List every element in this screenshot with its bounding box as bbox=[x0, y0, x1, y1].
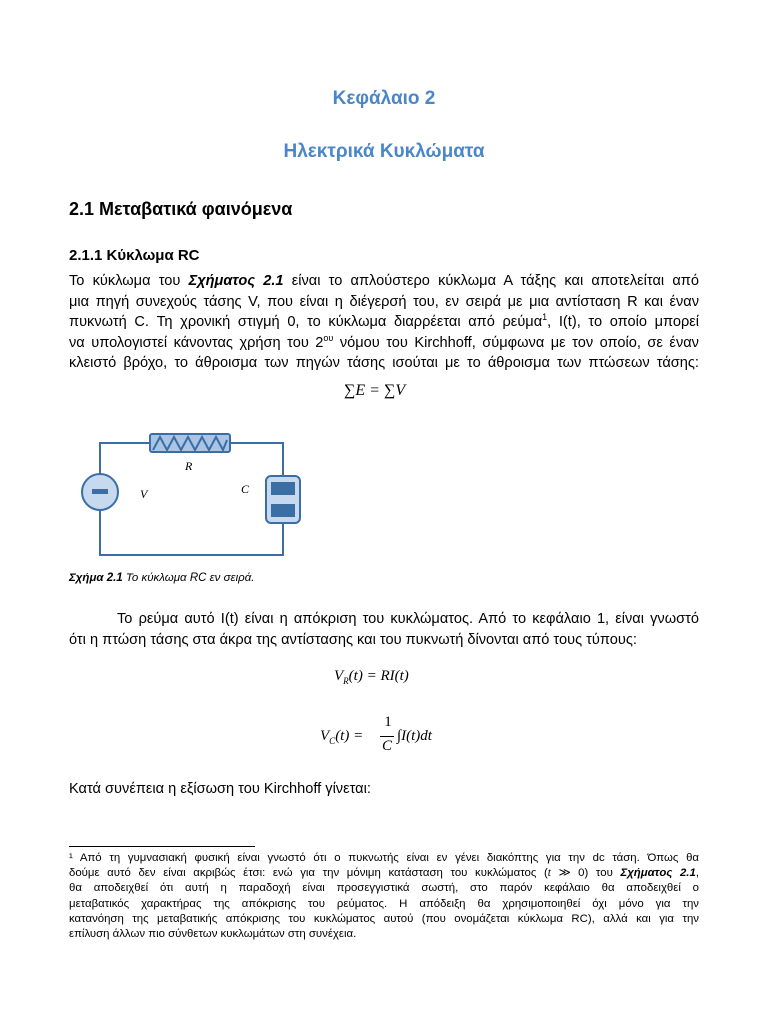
paragraph-2 bbox=[69, 609, 699, 650]
chapter-number: Κεφάλαιο 2 bbox=[332, 88, 436, 109]
para1-line: να υπολογιστεί κάνοντας χρήση του $2^{o\upsilon}$ νόμου του Kirchhoff, σύμφωνα με τον οποίο, σε έναν bbox=[69, 332, 699, 351]
para2-line: ότι η πτώση τάσης στα άκρα της αντίστασης και του πυκνωτή δίνονται από τους τύπους: bbox=[69, 631, 637, 648]
footnote-separator bbox=[69, 846, 255, 847]
section-heading: 2.1 Μεταβατικά φαινόμενα bbox=[69, 199, 293, 219]
source-label: V bbox=[140, 487, 148, 501]
equation-kirchhoff-sum: ∑E = ∑V bbox=[344, 382, 406, 399]
equation-resistor-voltage: $V_R(t) = RI(t)$ bbox=[334, 668, 409, 686]
para1-line: μια πηγή συνεχούς τάσης V, που είναι η διέγερσή του, εν σειρά με μια αντίσταση R και έναν bbox=[69, 293, 699, 310]
subsection-heading: 2.1.1 Κύκλωμα RC bbox=[69, 247, 200, 264]
resistor-icon bbox=[150, 434, 230, 452]
paragraph-1 bbox=[69, 271, 699, 374]
footnote-marker: 1 bbox=[542, 312, 548, 323]
document-page: Κεφάλαιο 2 Ηλεκτρικά Κυκλώματα 2.1 Μεταβατικά φαινόμενα 2.1.1 Κύκλωμα RC Το κύκλωμα του Σχήματος 2.1 είναι το απλούστερο κύκλωμα Α τάξης και αποτελείται από μια πηγή συνεχούς τάσης V, που είναι η διέγερσή του, εν σειρά με μια αντίσταση R και έναν πυκνωτή C. Τη χρονική στιγμή 0, το κύκλωμα διαρρέεται από ρεύμα$^1$, I(t), το οποίο μπορεί να υπολογιστεί κάνοντας χρήση του $2^{o\upsilon}$ νόμου του Kirchhoff, σύμφωνα με τον οποίο, σε έναν κλειστό βρόχο, το άθροισμα των πηγών τάσης ισούται με το άθροισμα των πτώσεων τάσης: ∑E = ∑V R C V Σχήμα 2.1 Το κύκλωμα RC εν σειρά. Το ρεύμα αυτό I(t) είναι η απόκριση του κυκλώματος. Από το κεφάλαιο 1, είναι γνωστό ότι η πτώση τάσης στα άκρα της αντίστασης και του πυκνωτή δίνονται από τους τύπους: $V_R(t) = RI(t)$ $V_C(t)$ = 1 C ∫I(t)dt Κατά συνέπεια η εξίσωση του Kirchhoff γίνεται: ¹ Από τη γυμνασιακή φυσική είναι γνωστό ότι ο πυκνωτής είναι εν γένει διακόπτης για την dc τάση. Όπως θα δούμε αυτό δεν είναι ακριβώς έτσι: ενώ για την μόνιμη κατάσταση του κυκλώματος (t ≫ 0) του Σχήματος 2.1, θα αποδειχθεί ότι αυτή η παραδοχή είναι προσεγγιστικά σωστή, στο παρόν κεφάλαιο θα αποδειχθεί ο μεταβατικός χαρακτήρας της απόκρισης του ρεύματος. Η απόδειξη θα χρησιμοποιηθεί όχι μόνο για την κατανόηση της μεταβατικής απόκρισης του κυκλώματος αυτού (που ονομάζεται κύκλωμα RC), αλλά και για την επίλυση άλλων πιο σύνθετων κυκλωμάτων στη συνέχεια. bbox=[0, 0, 768, 1024]
capacitor-label: C bbox=[241, 482, 250, 496]
footnote: ¹ Από τη γυμνασιακή φυσική είναι γνωστό ότι ο πυκνωτής είναι εν γένει διακόπτης για την dc τάση. Όπως θα δούμε αυτό δεν είναι ακριβώς έτσι: ενώ για την μόνιμη κατάσταση του κυκλώματος (t ≫ 0) του Σχήματος 2.1, θα αποδειχθεί ότι αυτή η παραδοχή είναι προσεγγιστικά σωστή, στο παρόν κεφάλαιο θα αποδειχθεί ο μεταβατικός χαρακτήρας της απόκρισης του ρεύματος. Η απόδειξη θα χρησιμοποιηθεί όχι μόνο για την κατανόηση της μεταβατικής απόκρισης του κυκλώματος αυτού (που ονομάζεται κύκλωμα RC), αλλά και για την επίλυση άλλων πιο σύνθετων κυκλωμάτων στη συνέχεια. bbox=[69, 852, 699, 941]
para1-line: κλειστό βρόχο, το άθροισμα των πηγών τάσης ισούται με το άθροισμα των πτώσεων τάσης: bbox=[69, 355, 699, 371]
rc-circuit-diagram bbox=[70, 428, 330, 578]
chapter-title: Ηλεκτρικά Κυκλώματα bbox=[283, 141, 485, 162]
figure-reference: Σχήματος 2.1 bbox=[188, 273, 284, 289]
resistor-label: R bbox=[185, 459, 193, 473]
superscript: ου bbox=[323, 332, 334, 343]
para1-line: πυκνωτή C. Τη χρονική στιγμή 0, το κύκλωμα διαρρέεται από ρεύμα$^1$, I(t), το οποίο μπορεί bbox=[69, 312, 700, 330]
figure-caption: Σχήμα 2.1 Το κύκλωμα RC εν σειρά. bbox=[69, 572, 255, 584]
para1-line: Το κύκλωμα του Σχήματος 2.1 είναι το απλούστερο κύκλωμα Α τάξης και αποτελείται από bbox=[69, 273, 699, 289]
para2-line: Το ρεύμα αυτό I(t) είναι η απόκριση του κυκλώματος. Από το κεφάλαιο 1, είναι γνωστό bbox=[117, 611, 699, 627]
paragraph-3: Κατά συνέπεια η εξίσωση του Kirchhoff γίνεται: bbox=[69, 781, 371, 797]
